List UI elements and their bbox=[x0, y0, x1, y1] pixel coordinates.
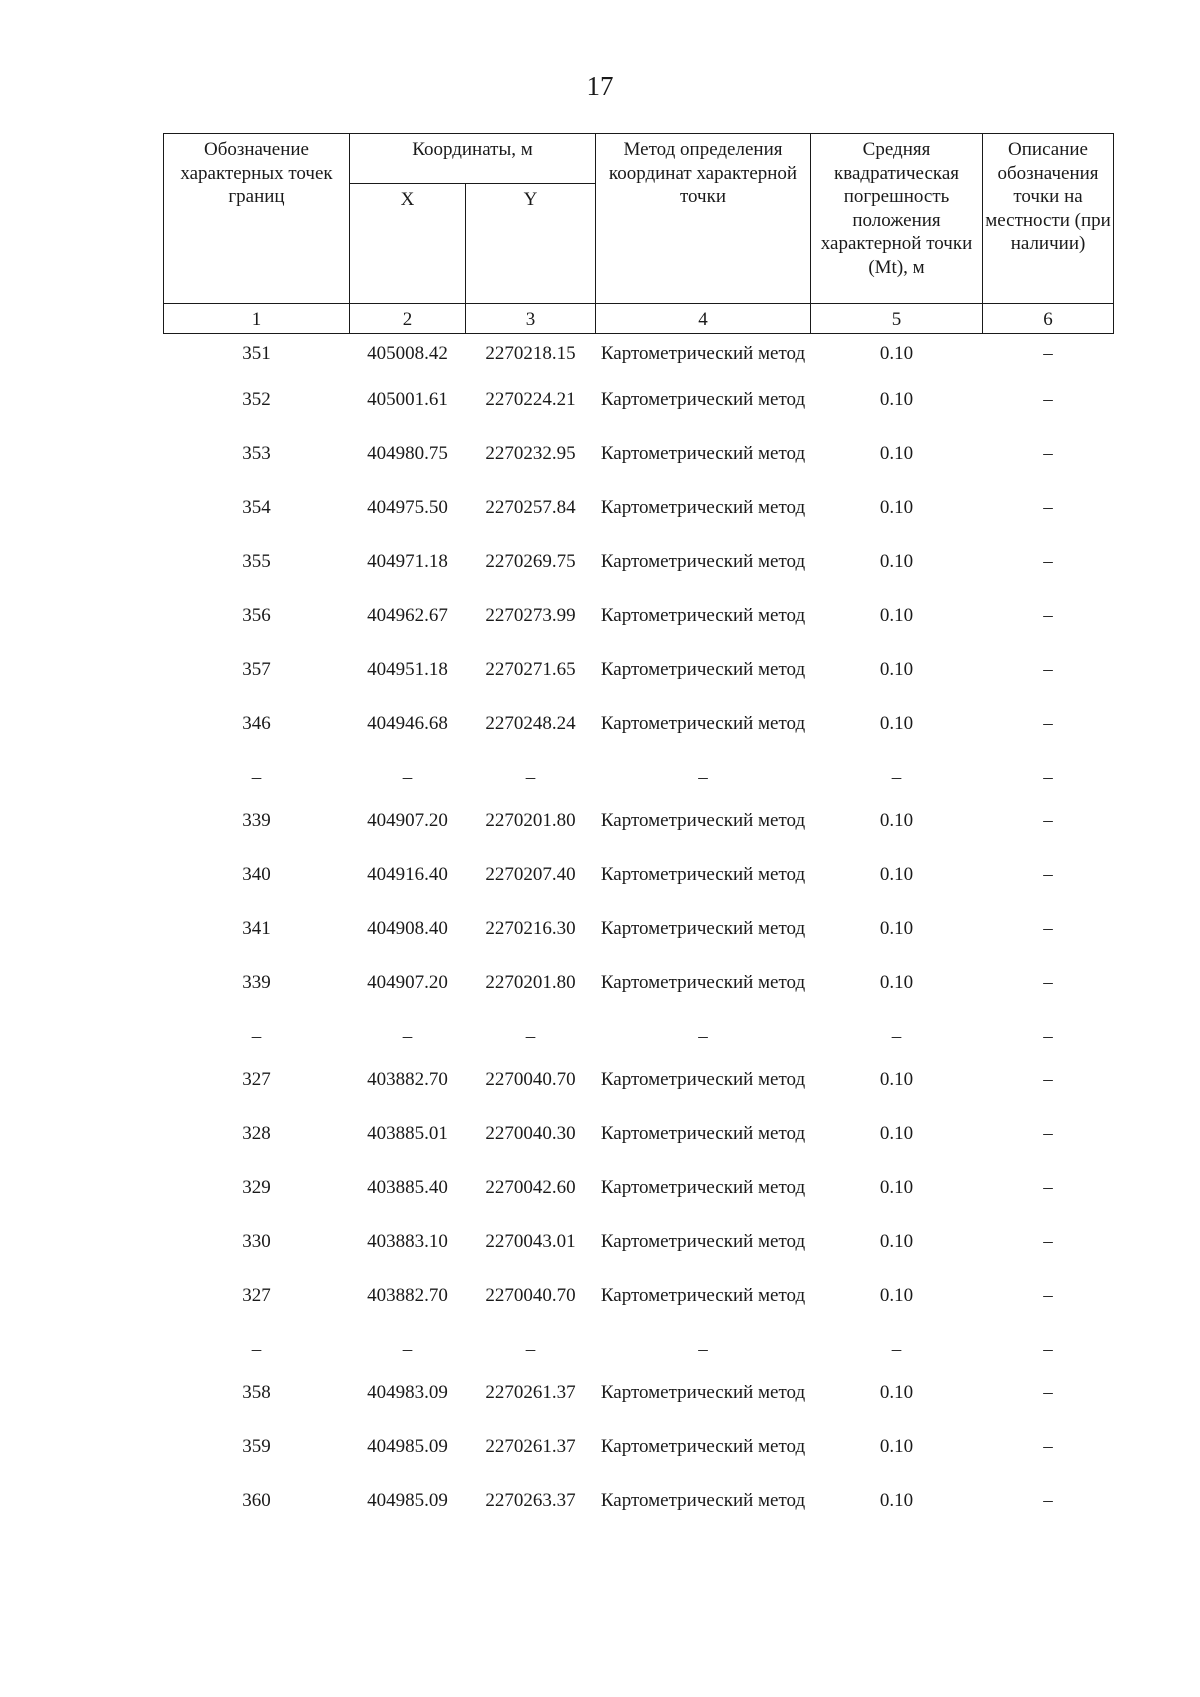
cell-method: Картометрический метод bbox=[600, 1435, 806, 1457]
cell-description: – bbox=[1043, 388, 1053, 410]
header-mean-error: Средняя квадратическая погрешность положения характерной точки (Mt), м bbox=[811, 134, 983, 304]
table-row bbox=[164, 917, 1114, 971]
cell-description: – bbox=[1043, 550, 1053, 572]
cell-mt: 0.10 bbox=[879, 712, 914, 734]
cell-y: 2270043.01 bbox=[485, 1230, 576, 1252]
cell-x: 404907.20 bbox=[367, 971, 448, 993]
cell-mt: 0.10 bbox=[879, 1068, 914, 1090]
cell-mt: 0.10 bbox=[879, 496, 914, 518]
cell-x: – bbox=[402, 766, 413, 788]
header-point-designation: Обозначение характерных точек границ bbox=[164, 134, 350, 304]
cell-mt: 0.10 bbox=[879, 1489, 914, 1511]
cell-x: 403883.10 bbox=[367, 1230, 448, 1252]
cell-method: Картометрический метод bbox=[600, 1068, 806, 1090]
column-number: 1 bbox=[164, 304, 350, 334]
cell-x: 404908.40 bbox=[367, 917, 448, 939]
cell-description: – bbox=[1043, 604, 1053, 626]
cell-mt: 0.10 bbox=[879, 809, 914, 831]
cell-point: 341 bbox=[242, 917, 271, 939]
header-coordinates: Координаты, м bbox=[350, 134, 596, 184]
table-row bbox=[164, 971, 1114, 1025]
cell-x: 404980.75 bbox=[367, 442, 448, 464]
cell-mt: 0.10 bbox=[879, 604, 914, 626]
table-row bbox=[164, 1381, 1114, 1435]
cell-point: 327 bbox=[242, 1068, 271, 1090]
cell-method: – bbox=[698, 1338, 708, 1360]
cell-point: 328 bbox=[242, 1122, 271, 1144]
cell-point: 358 bbox=[242, 1381, 271, 1403]
cell-description: – bbox=[1043, 917, 1053, 939]
cell-description: – bbox=[1043, 1230, 1053, 1252]
cell-y: 2270201.80 bbox=[485, 809, 576, 831]
cell-x: 403885.01 bbox=[367, 1122, 448, 1144]
cell-mt: 0.10 bbox=[879, 1230, 914, 1252]
cell-description: – bbox=[1043, 766, 1053, 788]
cell-method: Картометрический метод bbox=[600, 550, 806, 572]
cell-point: 339 bbox=[242, 971, 271, 993]
table-row bbox=[164, 604, 1114, 658]
header-method: Метод определения координат характерной точки bbox=[596, 134, 811, 304]
cell-x: 404985.09 bbox=[367, 1489, 448, 1511]
cell-method: Картометрический метод bbox=[600, 1176, 806, 1198]
cell-point: 355 bbox=[242, 550, 271, 572]
cell-x: 403882.70 bbox=[367, 1068, 448, 1090]
column-number: 6 bbox=[983, 304, 1114, 334]
table-row bbox=[164, 1489, 1114, 1543]
cell-point: 327 bbox=[242, 1284, 271, 1306]
cell-y: 2270042.60 bbox=[485, 1176, 576, 1198]
table-row bbox=[164, 1122, 1114, 1176]
table-row bbox=[164, 658, 1114, 712]
cell-method: Картометрический метод bbox=[600, 658, 806, 680]
cell-y: 2270224.21 bbox=[485, 388, 576, 410]
cell-mt: – bbox=[891, 766, 902, 788]
cell-x: – bbox=[402, 1025, 413, 1047]
cell-point: 359 bbox=[242, 1435, 271, 1457]
table-row bbox=[164, 333, 1114, 388]
cell-y: 2270040.30 bbox=[485, 1122, 576, 1144]
cell-x: – bbox=[402, 1338, 413, 1360]
table-row bbox=[164, 496, 1114, 550]
cell-y: 2270261.37 bbox=[485, 1435, 576, 1457]
cell-description: – bbox=[1043, 1381, 1053, 1403]
cell-description: – bbox=[1043, 1122, 1053, 1144]
cell-description: – bbox=[1043, 1284, 1053, 1306]
cell-method: Картометрический метод bbox=[600, 342, 806, 364]
cell-x: 404975.50 bbox=[367, 496, 448, 518]
cell-mt: 0.10 bbox=[879, 863, 914, 885]
table-row bbox=[164, 1230, 1114, 1284]
cell-description: – bbox=[1043, 1176, 1053, 1198]
cell-description: – bbox=[1043, 1068, 1053, 1090]
cell-method: Картометрический метод bbox=[600, 388, 806, 410]
table-row bbox=[164, 550, 1114, 604]
cell-mt: 0.10 bbox=[879, 342, 914, 364]
cell-point: 353 bbox=[242, 442, 271, 464]
cell-method: Картометрический метод bbox=[600, 917, 806, 939]
cell-point: 356 bbox=[242, 604, 271, 626]
cell-point: – bbox=[251, 1338, 262, 1360]
table-row bbox=[164, 1338, 1114, 1381]
cell-point: – bbox=[251, 1025, 262, 1047]
cell-description: – bbox=[1043, 712, 1053, 734]
cell-point: 339 bbox=[242, 809, 271, 831]
cell-mt: 0.10 bbox=[879, 1122, 914, 1144]
column-number: 5 bbox=[811, 304, 983, 334]
cell-y: 2270216.30 bbox=[485, 917, 576, 939]
cell-point: 357 bbox=[242, 658, 271, 680]
cell-point: 346 bbox=[242, 712, 271, 734]
header-x: X bbox=[350, 184, 466, 304]
cell-y: 2270040.70 bbox=[485, 1068, 576, 1090]
cell-method: Картометрический метод bbox=[600, 712, 806, 734]
table-row bbox=[164, 388, 1114, 442]
table-row bbox=[164, 809, 1114, 863]
cell-x: 405008.42 bbox=[367, 342, 448, 364]
cell-y: 2270040.70 bbox=[485, 1284, 576, 1306]
cell-x: 404916.40 bbox=[367, 863, 448, 885]
cell-y: 2270263.37 bbox=[485, 1489, 576, 1511]
cell-point: 360 bbox=[242, 1489, 271, 1511]
cell-x: 403885.40 bbox=[367, 1176, 448, 1198]
table-header bbox=[164, 134, 1114, 334]
cell-method: Картометрический метод bbox=[600, 604, 806, 626]
cell-point: 340 bbox=[242, 863, 271, 885]
cell-mt: 0.10 bbox=[879, 917, 914, 939]
cell-mt: 0.10 bbox=[879, 388, 914, 410]
cell-description: – bbox=[1043, 658, 1053, 680]
cell-method: Картометрический метод bbox=[600, 863, 806, 885]
cell-method: Картометрический метод bbox=[600, 496, 806, 518]
cell-x: 403882.70 bbox=[367, 1284, 448, 1306]
cell-method: Картометрический метод bbox=[600, 1122, 806, 1144]
column-number: 2 bbox=[350, 304, 466, 334]
table-row bbox=[164, 1025, 1114, 1068]
cell-y: – bbox=[525, 1025, 536, 1047]
cell-y: 2270207.40 bbox=[485, 863, 576, 885]
cell-y: 2270271.65 bbox=[485, 658, 576, 680]
cell-description: – bbox=[1043, 342, 1053, 364]
cell-description: – bbox=[1043, 1338, 1053, 1360]
cell-method: Картометрический метод bbox=[600, 809, 806, 831]
coordinates-table bbox=[163, 133, 1114, 1543]
cell-description: – bbox=[1043, 809, 1053, 831]
cell-x: 404971.18 bbox=[367, 550, 448, 572]
cell-description: – bbox=[1043, 1435, 1053, 1457]
header-y: Y bbox=[466, 184, 596, 304]
cell-x: 404962.67 bbox=[367, 604, 448, 626]
page-number: 17 bbox=[586, 71, 614, 101]
cell-x: 404907.20 bbox=[367, 809, 448, 831]
cell-y: 2270218.15 bbox=[485, 342, 576, 364]
cell-mt: 0.10 bbox=[879, 658, 914, 680]
cell-point: 330 bbox=[242, 1230, 271, 1252]
cell-description: – bbox=[1043, 1025, 1053, 1047]
column-numbers-row bbox=[164, 304, 1114, 334]
cell-method: Картометрический метод bbox=[600, 1230, 806, 1252]
header-description: Описание обозначения точки на местности (при наличии) bbox=[983, 134, 1114, 304]
cell-description: – bbox=[1043, 496, 1053, 518]
column-number: 3 bbox=[466, 304, 596, 334]
cell-method: – bbox=[698, 766, 708, 788]
cell-method: – bbox=[698, 1025, 708, 1047]
cell-mt: 0.10 bbox=[879, 1284, 914, 1306]
cell-mt: 0.10 bbox=[879, 550, 914, 572]
table-row bbox=[164, 1068, 1114, 1122]
cell-point: 351 bbox=[242, 342, 271, 364]
cell-mt: 0.10 bbox=[879, 971, 914, 993]
cell-x: 404985.09 bbox=[367, 1435, 448, 1457]
cell-method: Картометрический метод bbox=[600, 1381, 806, 1403]
cell-x: 404951.18 bbox=[367, 658, 448, 680]
cell-mt: – bbox=[891, 1025, 902, 1047]
cell-mt: – bbox=[891, 1338, 902, 1360]
table-row bbox=[164, 1176, 1114, 1230]
cell-point: 329 bbox=[242, 1176, 271, 1198]
cell-description: – bbox=[1043, 971, 1053, 993]
cell-method: Картометрический метод bbox=[600, 442, 806, 464]
cell-x: 404946.68 bbox=[367, 712, 448, 734]
cell-point: – bbox=[251, 766, 262, 788]
cell-mt: 0.10 bbox=[879, 1435, 914, 1457]
cell-y: 2270248.24 bbox=[485, 712, 576, 734]
cell-y: 2270257.84 bbox=[485, 496, 576, 518]
cell-point: 352 bbox=[242, 388, 271, 410]
cell-y: 2270269.75 bbox=[485, 550, 576, 572]
cell-point: 354 bbox=[242, 496, 271, 518]
table-body bbox=[164, 333, 1114, 1543]
cell-x: 405001.61 bbox=[367, 388, 448, 410]
cell-mt: 0.10 bbox=[879, 442, 914, 464]
cell-y: 2270201.80 bbox=[485, 971, 576, 993]
table-row bbox=[164, 766, 1114, 809]
table-row bbox=[164, 863, 1114, 917]
table-row bbox=[164, 442, 1114, 496]
cell-description: – bbox=[1043, 442, 1053, 464]
cell-x: 404983.09 bbox=[367, 1381, 448, 1403]
cell-method: Картометрический метод bbox=[600, 1489, 806, 1511]
cell-y: – bbox=[525, 766, 536, 788]
cell-mt: 0.10 bbox=[879, 1176, 914, 1198]
cell-mt: 0.10 bbox=[879, 1381, 914, 1403]
cell-method: Картометрический метод bbox=[600, 1284, 806, 1306]
cell-y: – bbox=[525, 1338, 536, 1360]
column-number: 4 bbox=[596, 304, 811, 334]
table-row bbox=[164, 1435, 1114, 1489]
table-row bbox=[164, 1284, 1114, 1338]
cell-y: 2270232.95 bbox=[485, 442, 576, 464]
cell-description: – bbox=[1043, 1489, 1053, 1511]
table-row bbox=[164, 712, 1114, 766]
cell-method: Картометрический метод bbox=[600, 971, 806, 993]
cell-description: – bbox=[1043, 863, 1053, 885]
cell-y: 2270261.37 bbox=[485, 1381, 576, 1403]
cell-y: 2270273.99 bbox=[485, 604, 576, 626]
